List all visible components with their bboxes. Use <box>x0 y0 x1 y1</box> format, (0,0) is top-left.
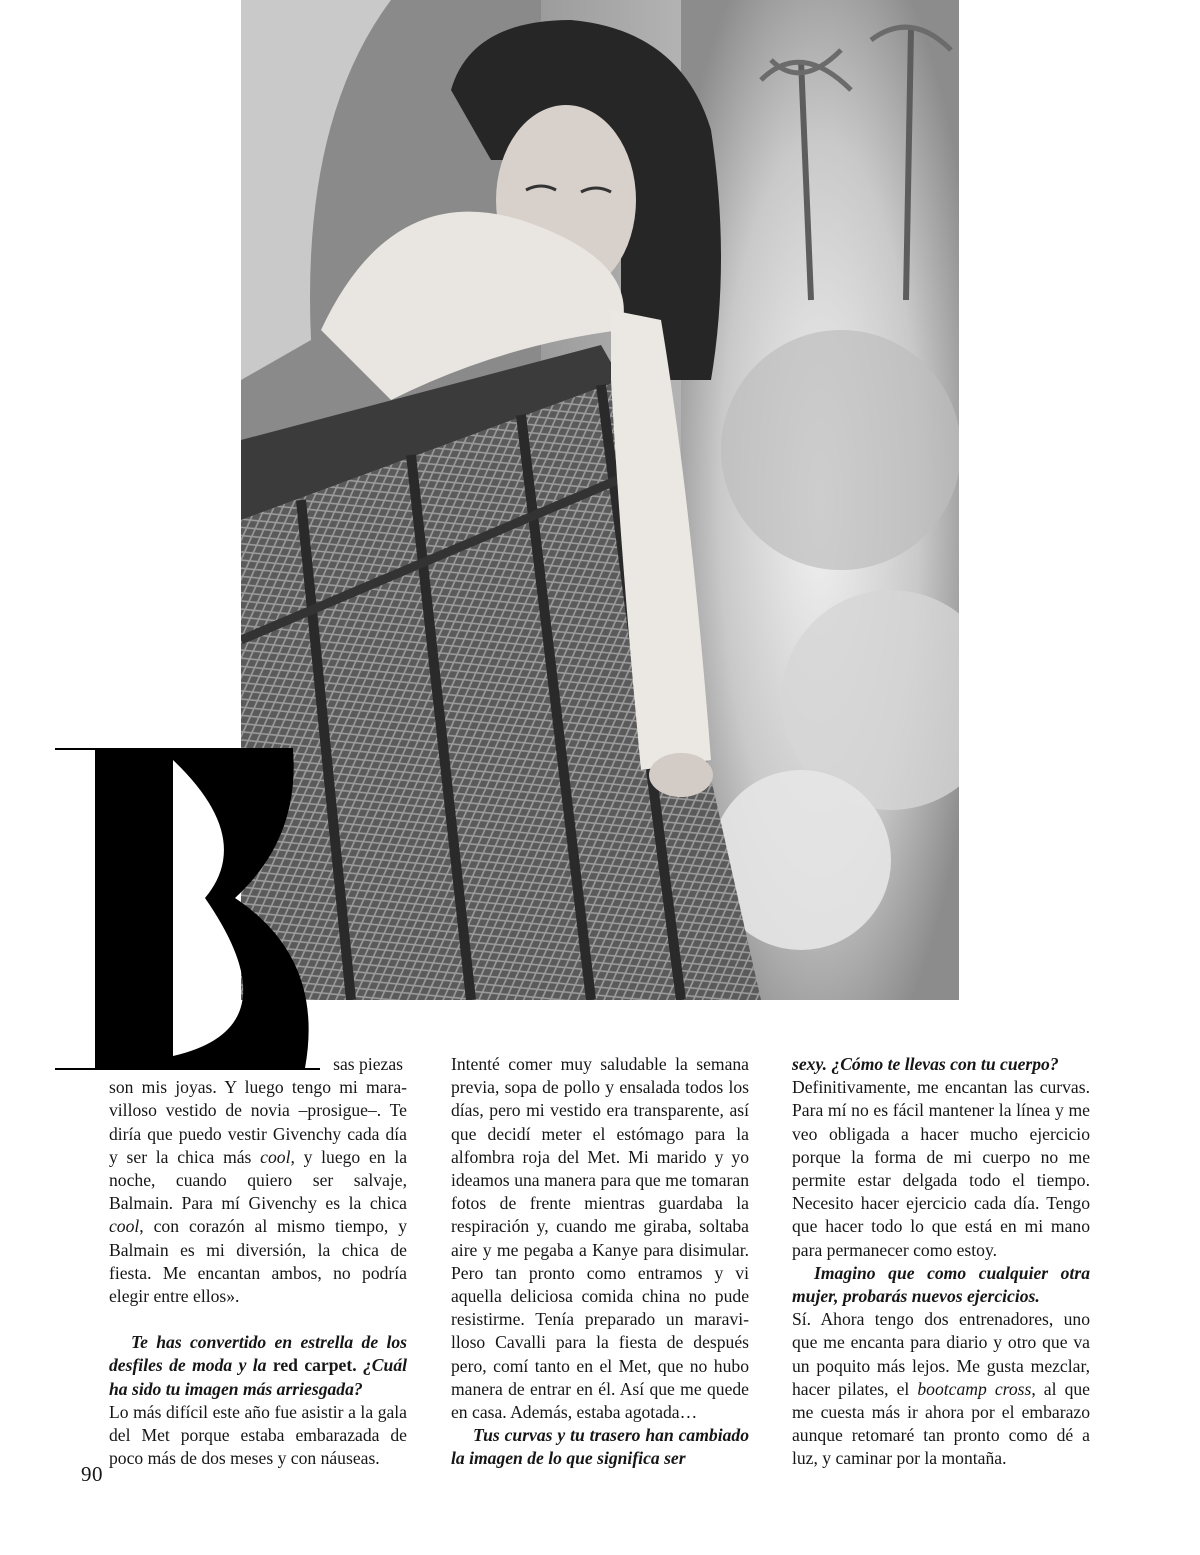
article-column-1 <box>109 1053 407 1470</box>
interview-question: Te has convertido en estrella de los desfiles de moda y la red carpet. ¿Cuál ha sido tu imagen más arriesgada? <box>109 1332 407 1399</box>
drop-cap-e-icon <box>55 748 320 1070</box>
interview-answer: Lo más difícil este año fue asistir a la gala del Met porque estaba embarazada de poco más de dos meses y con náuseas. <box>109 1401 407 1469</box>
drop-cap-letter <box>55 748 320 1070</box>
lead-in-text: sas piezas <box>333 1054 403 1074</box>
article-column-2 <box>451 1053 749 1471</box>
interview-question: Tus curvas y tu trasero han cambiado la imagen de lo que significa ser <box>451 1425 749 1469</box>
body-paragraph: son mis joyas. Y luego tengo mi maravilloso vestido de novia –prosigue–. Te diría que puedo vestir Givenchy cada día y ser la chica más cool, y luego en la noche, cuando quiero ser salvaje, Balmain. Para mí Givenchy es la chica cool, con corazón al mismo tiempo, y Balmain es mi diversión, la chica de fiesta. Me encantan ambos, no podría elegir entre ellos». <box>109 1077 408 1307</box>
interview-answer: Definitivamente, me encantan las curvas. Para mí no es fácil mantener la línea y me veo obligada a hacer mucho ejercicio porque la forma de mi cuerpo no me permite estar delgada todo el tiempo. Necesito hacer ejercicio cada día. Tengo que hacer todo lo que está en mi mano para permanecer como estoy. <box>792 1077 1090 1260</box>
article-column-3 <box>792 1053 1090 1471</box>
interview-question: Imagino que como cualquier otra mujer, probarás nuevos ejercicios. <box>792 1262 1090 1307</box>
interview-answer: Sí. Ahora tengo dos entrenadores, uno que me encanta para diario y otro que va un poquito más lejos. Me gusta mezclar, hacer pilates, el bootcamp cross, al que me cuesta más ir ahora por el embarazo aunque retomaré tan pronto como dé a luz, y caminar por la montaña. <box>792 1309 1090 1469</box>
balcony-portrait-photo <box>241 0 959 1000</box>
page-number: 90 <box>81 1462 103 1486</box>
body-paragraph: Intenté comer muy saludable la semana previa, sopa de pollo y ensalada todos los días, pero mi vestido era transparente, así que decidí meter el estómago para la alfombra roja del Met. Mi marido y yo ideamos una manera para que me tomaran fotos de frente mientras guardaba la respiración y, cuando me giraba, soltaba aire y me pegaba a Kanye para disimular. Pero tan pronto como entramos y vi aquella deliciosa comida china no pude resistirme. Tenía preparado un maravilloso Cavalli para la fiesta de después pero, comí tanto en el Met, que no hubo manera de entrar en él. Así que me quede en casa. Además, estaba agotada… <box>451 1054 749 1423</box>
interview-question-end: sexy. ¿Cómo te llevas con tu cuerpo? <box>792 1054 1059 1074</box>
portrait-photo-icon <box>241 0 959 1000</box>
